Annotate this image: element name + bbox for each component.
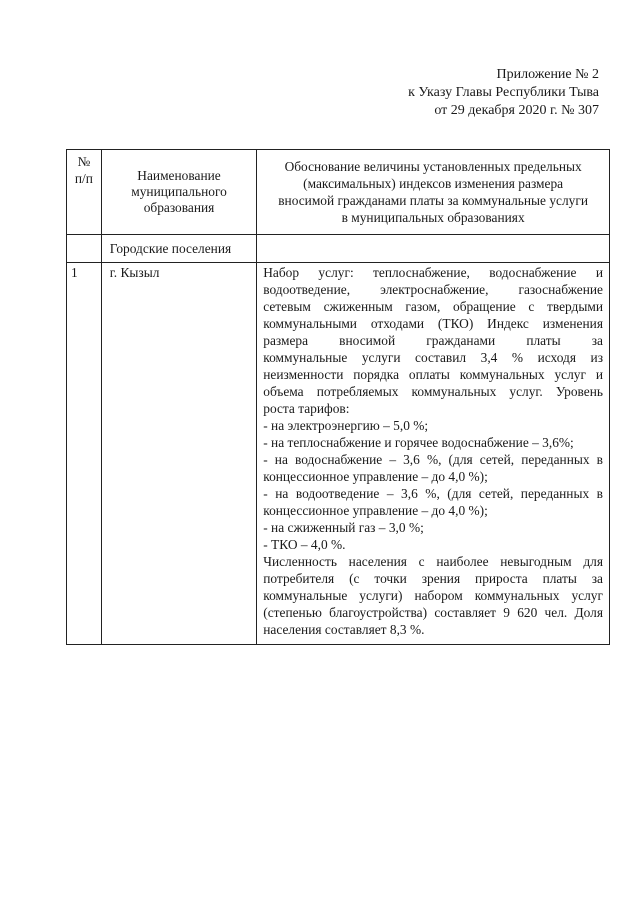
- header-municipality-line1: Наименование: [137, 168, 221, 183]
- header-municipality: [101, 150, 256, 235]
- basis-line: (степенью благоустройства) составляет 9 620 чел. Доля: [263, 605, 603, 620]
- basis-line: коммунальные услуги составил 3,4 % исходя из: [263, 350, 603, 365]
- basis-line: потребителя (с точки зрения прироста платы за: [263, 571, 603, 586]
- header-num-line2: п/п: [74, 171, 93, 186]
- header-num-line1: №: [77, 154, 91, 169]
- header-municipality-line2: муниципального: [131, 184, 227, 199]
- basis-line: коммунальные услуги) набором коммунальных услуг: [263, 588, 603, 603]
- section-num-cell: [67, 235, 102, 263]
- header-municipality-line3: образования: [143, 200, 215, 215]
- table-row: [67, 263, 610, 645]
- basis-line: концессионное управление – до 4,0 %);: [263, 469, 488, 484]
- header-basis-line4: в муниципальных образованиях: [341, 210, 525, 225]
- basis-line: - ТКО – 4,0 %.: [263, 537, 346, 552]
- section-row: [67, 235, 610, 263]
- basis-line: размера вносимой гражданами платы за: [263, 333, 603, 348]
- appendix-decree-ref: к Указу Главы Республики Тыва: [408, 85, 599, 100]
- header-basis-line2: (максимальных) индексов изменения размера: [303, 176, 564, 191]
- appendix-title: Приложение № 2: [496, 67, 599, 82]
- appendix-decree-date: от 29 декабря 2020 г. № 307: [434, 103, 599, 118]
- header-basis: [257, 150, 610, 235]
- basis-line: - на водоотведение – 3,6 %, (для сетей, переданных в: [263, 486, 603, 501]
- basis-line: - на сжиженный газ – 3,0 %;: [263, 520, 424, 535]
- basis-line: населения составляет 8,3 %.: [263, 622, 425, 637]
- table-header-row: [67, 150, 610, 235]
- row-basis: [257, 263, 610, 645]
- header-num: [67, 150, 102, 235]
- section-title: Городские поселения: [101, 235, 256, 263]
- row-municipality: г. Кызыл: [101, 263, 256, 645]
- basis-line: Набор услуг: теплоснабжение, водоснабжение и: [263, 265, 603, 280]
- basis-line: - на теплоснабжение и горячее водоснабжение – 3,6%;: [263, 435, 574, 450]
- section-basis-cell: [257, 235, 610, 263]
- basis-line: объема потребляемых коммунальных услуг. Уровень: [263, 384, 603, 399]
- basis-line: Численность населения с наиболее невыгодным для: [263, 554, 603, 569]
- header-basis-line3: вносимой гражданами платы за коммунальные услуги: [278, 193, 589, 208]
- basis-line: неизменности порядка оплаты коммунальных услуг и: [263, 367, 603, 382]
- row-num: 1: [67, 263, 102, 645]
- indices-table: [66, 149, 610, 645]
- basis-line: водоотведение, электроснабжение, газоснабжение: [263, 282, 603, 297]
- basis-line: сетевым сжиженным газом, обращение с твердыми: [263, 299, 603, 314]
- appendix-header: [408, 66, 599, 120]
- basis-line: концессионное управление – до 4,0 %);: [263, 503, 488, 518]
- header-basis-line1: Обоснование величины установленных предельных: [284, 159, 582, 174]
- basis-line: роста тарифов:: [263, 401, 350, 416]
- basis-line: коммунальными отходами (ТКО) Индекс изменения: [263, 316, 603, 331]
- basis-line: - на водоснабжение – 3,6 %, (для сетей, переданных в: [263, 452, 603, 467]
- basis-line: - на электроэнергию – 5,0 %;: [263, 418, 429, 433]
